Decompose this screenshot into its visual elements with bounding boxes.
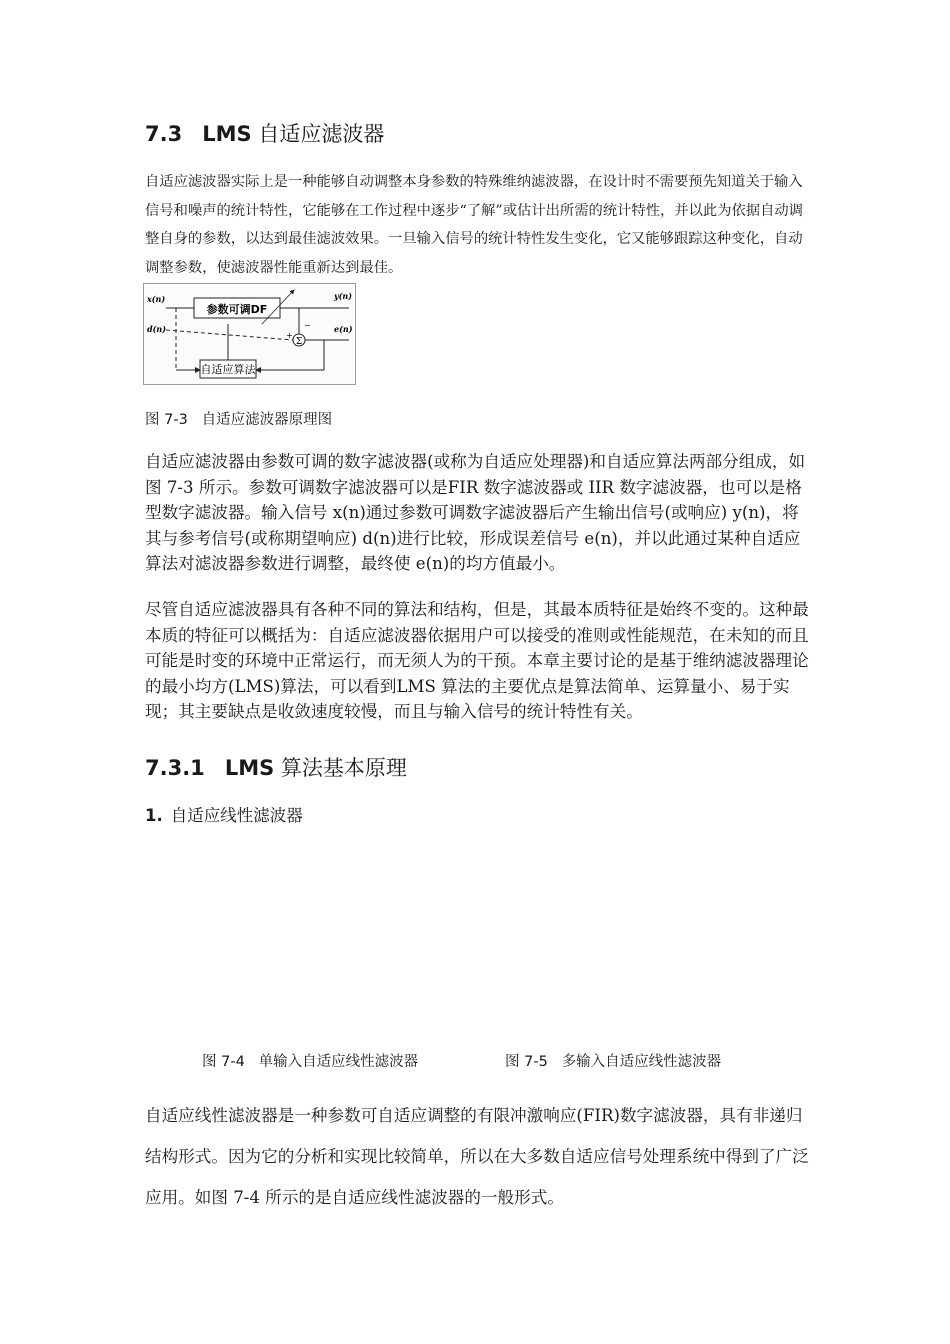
list-item-text: 自适应线性滤波器 [170, 806, 303, 825]
section-title-cn: 自适应滤波器 [258, 122, 385, 146]
d-input-line [166, 330, 293, 340]
intro-paragraph: 自适应滤波器实际上是一种能够自动调整本身参数的特殊维纳滤波器，在设计时不需要预先知道关于输入信号和噪声的统计特性，它能够在工作过程中逐步“了解”或估计出所需的统计特性，并以此为依据自动调整自身的参数，以达到最佳滤波效果。一旦输入信号的统计特性发生变化，它又能够跟踪这种变化，自动调整参数，使滤波器性能重新达到最佳。 [145, 174, 803, 276]
section-number: 7.3 [145, 122, 183, 146]
section-heading [145, 118, 384, 148]
filter-box-label: 参数可调DF [206, 303, 268, 316]
figure-7-4-caption [202, 1050, 418, 1071]
subsection-heading [145, 752, 407, 782]
block-diagram [144, 284, 355, 384]
figure-7-3-caption-text: 自适应滤波器原理图 [201, 412, 333, 428]
paragraph-2: 自适应滤波器由参数可调的数字滤波器(或称为自适应处理器)和自适应算法两部分组成，如图 7-3 所示。参数可调数字滤波器可以是FIR 数字滤波器或 IIR 数字滤波器，也可以是格型数字滤波器。输入信号 x(n)通过参数可调数字滤波器后产生输出信号(或响应) y(n)，将其与参考信号(或称期望响应) d(n)进行比较，形成误差信号 e(n)，并以此通过某种自适应算法对滤波器参数进行调整，最终使 e(n)的均方值最小。 [145, 452, 806, 574]
sum-symbol: Σ [295, 337, 303, 347]
figure-7-3-caption [145, 408, 332, 429]
d-input-label: d(n) [147, 324, 166, 334]
figure-7-5-caption-text: 多输入自适应线性滤波器 [561, 1054, 722, 1070]
y-output-label: y(n) [334, 291, 353, 301]
subsection-title-latin: LMS [224, 756, 275, 780]
figure-7-3-diagram [143, 283, 356, 385]
figure-7-4-caption-number: 图 7-4 [202, 1054, 245, 1070]
subsection-number: 7.3.1 [145, 756, 205, 780]
algorithm-box-label: 自适应算法 [200, 363, 256, 376]
x-input-label: x(n) [147, 294, 166, 304]
figure-7-3-caption-number: 图 7-3 [145, 412, 188, 428]
list-item [145, 802, 303, 826]
subsection-title-cn: 算法基本原理 [280, 756, 407, 780]
e-output-label: e(n) [334, 324, 353, 334]
section-title-latin: LMS [202, 122, 252, 146]
figure-7-5-caption [505, 1050, 721, 1071]
minus-sign: − [304, 321, 311, 330]
figure-7-5-caption-number: 图 7-5 [505, 1054, 548, 1070]
paragraph-4: 自适应线性滤波器是一种参数可自适应调整的有限冲激响应(FIR)数字滤波器，具有非递归结构形式。因为它的分析和实现比较简单，所以在大多数自适应信号处理系统中得到了广泛应用。如图 7-4 所示的是自适应线性滤波器的一般形式。 [145, 1106, 809, 1207]
figure-7-4-caption-text: 单输入自适应线性滤波器 [258, 1054, 419, 1070]
plus-sign: + [286, 331, 293, 340]
paragraph-3: 尽管自适应滤波器具有各种不同的算法和结构，但是，其最本质特征是始终不变的。这种最本质的特征可以概括为：自适应滤波器依据用户可以接受的准则或性能规范，在未知的而且可能是时变的环境中正常运行，而无须人为的干预。本章主要讨论的是基于维纳滤波器理论的最小均方(LMS)算法，可以看到LMS 算法的主要优点是算法简单、运算量小、易于实现；其主要缺点是收敛速度较慢，而且与输入信号的统计特性有关。 [145, 600, 809, 722]
list-item-number: 1. [145, 806, 163, 825]
